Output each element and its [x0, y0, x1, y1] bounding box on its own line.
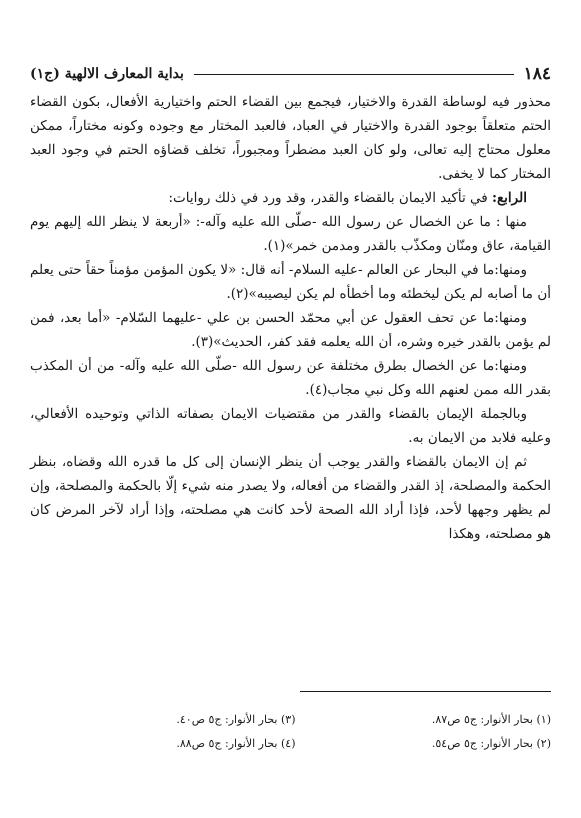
running-title: بداية المعارف الالهية (ج١): [30, 66, 184, 82]
paragraph: ثم إن الايمان بالقضاء والقدر يوجب أن ينظر الإنسان إلى كل ما قدره الله وقضاه، بنظر الحكمة والمصلحة، إذ القدر والقضاء من أفعاله، ولا يصدر منه شيء إلّا بالحكمة والمصلحة، وإن لم يظهر وجهها لأحد، فإذا أراد الله الصحة لأحد كانت هي مصلحته، وإذا أراد لآخر المرض كان هو مصلحته، وهكذا: [30, 454, 551, 542]
page-number: ١٨٤: [523, 64, 551, 84]
paragraph: منها : ما عن الخصال عن رسول الله -صلّى الله عليه وآله-: «أربعة لا ينظر الله إليهم يوم القيامة، عاق ومنّان ومكذّب بالقدر ومدمن خمر»(١).: [30, 214, 551, 254]
paragraph: وبالجملة الإيمان بالقضاء والقدر من مقتضيات الايمان بصفاته الذاتي وتوحيده الأفعالي، وعليه فلابد من الايمان به.: [30, 406, 551, 446]
footnotes: [40, 708, 551, 756]
footnote-row: [40, 732, 551, 756]
footnote: (٣) بحار الأنوار: ج٥ ص٤٠.: [176, 713, 296, 726]
section-lead: الرابع:: [492, 190, 527, 206]
paragraph: محذور فيه لوساطة القدرة والاختيار، فيجمع بين القضاء الحتم واختيارية الأفعال، بكون القضاء الحتم متعلقاً بوجود القدرة والاختيار في العباد، فالعبد المختار مع وجوده وكونه مختاراً، ممكن معلول محتاج إليه تعالى، ولو كان العبد مضطراً ومجبوراً، تخلف قضاؤه الحتم في وجود العبد المختار كما لا يخفى.: [30, 94, 551, 182]
header-rule: [194, 74, 514, 75]
footnote: (٤) بحار الأنوار: ج٥ ص٨٨.: [176, 737, 296, 750]
footnote: (٢) بحار الأنوار: ج٥ ص٥٤.: [431, 737, 551, 750]
paragraph: ومنها:ما في البحار عن العالم -عليه السلام- أنه قال: «لا يكون المؤمن مؤمناً حقاً حتى يعلم أن ما أصابه لم يكن ليخطئه وما أخطأه لم يكن ليصيبه»(٢).: [30, 262, 551, 302]
paragraph: [30, 186, 551, 210]
paragraph-text: في تأكيد الايمان بالقضاء والقدر، وقد ورد في ذلك روايات:: [168, 190, 492, 206]
page-header: [30, 62, 551, 86]
paragraph: ومنها:ما عن الخصال بطرق مختلفة عن رسول الله -صلّى الله عليه وآله- من أن المكذب بقدر الله ممن لعنهم الله وكل نبي مجاب(٤).: [30, 358, 551, 398]
footnote: (١) بحار الأنوار: ج٥ ص٨٧.: [431, 713, 551, 726]
footnote-rule: [300, 691, 551, 692]
footnote-row: [40, 708, 551, 732]
paragraph: ومنها:ما عن تحف العقول عن أبي محمّد الحسن بن علي -عليهما السّلام- «أما بعد، فمن لم يؤمن بالقدر خيره وشره، أن الله يعلمه فقد كفر، الحديث»(٣).: [30, 310, 551, 350]
body-text: [30, 90, 551, 546]
